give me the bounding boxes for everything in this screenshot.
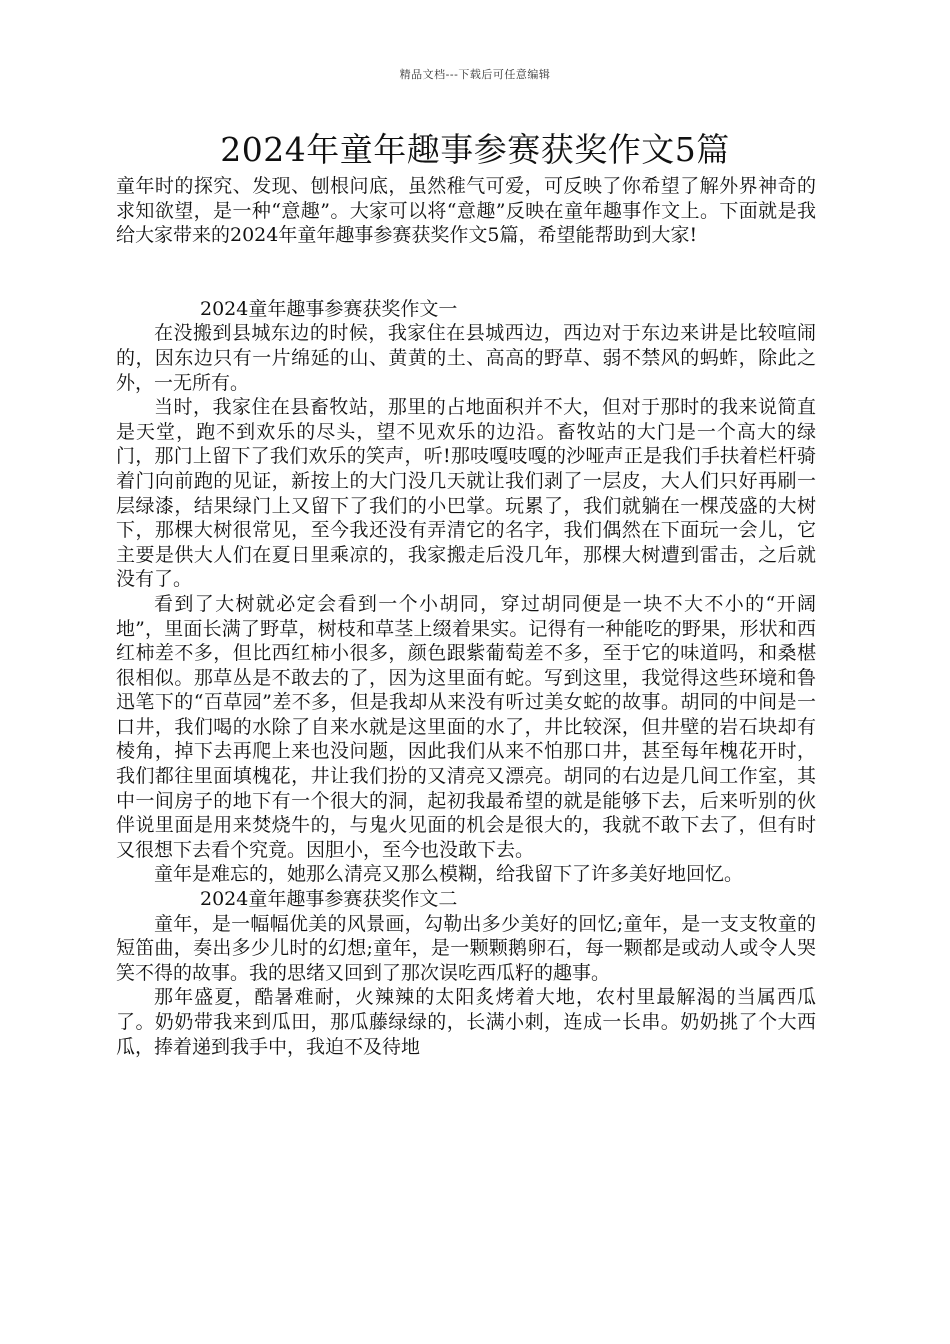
document-title: 2024年童年趣事参赛获奖作文5篇 [220, 130, 730, 169]
essay-2-paragraph-2: 那年盛夏，酷暑难耐，火辣辣的太阳炙烤着大地，农村里最解渴的当属西瓜了。奶奶带我来到瓜田，那瓜藤绿绿的，长满小刺，连成一长串。奶奶挑了个大西瓜，捧着递到我手中，我迫不及待地 [116, 986, 816, 1058]
essay-1-heading: 2024童年趣事参赛获奖作文一 [200, 297, 458, 320]
page-header: 精品文档---下载后可任意编辑 [399, 68, 551, 81]
intro-paragraph: 童年时的探究、发现、刨根问底，虽然稚气可爱，可反映了你希望了解外界神奇的求知欲望，是一种“意趣”。大家可以将“意趣”反映在童年趣事作文上。下面就是我给大家带来的2024年童年趣事参赛获奖作文5篇，希望能帮助到大家! [116, 175, 816, 247]
essay-2-paragraph-1: 童年，是一幅幅优美的风景画，勾勒出多少美好的回忆;童年，是一支支牧童的短笛曲，奏出多少儿时的幻想;童年，是一颗颗鹅卵石，每一颗都是或动人或令人哭笑不得的故事。我的思绪又回到了那次误吃西瓜籽的趣事。 [116, 912, 816, 984]
essay-1-paragraph-2: 当时，我家住在县畜牧站，那里的占地面积并不大，但对于那时的我来说简直是天堂，跑不到欢乐的尽头，望不见欢乐的边沿。畜牧站的大门是一个高大的绿门，那门上留下了我们欢乐的笑声，听!那吱嘎吱嘎的沙哑声正是我们手扶着栏杆骑着门向前跑的见证，新按上的大门没几天就让我们剥了一层皮，大人们只好再刷一层绿漆，结果绿门上又留下了我们的小巴掌。玩累了，我们就躺在一棵茂盛的大树下，那棵大树很常见，至今我还没有弄清它的名字，我们偶然在下面玩一会儿，它主要是供大人们在夏日里乘凉的，我家搬走后没几年，那棵大树遭到雷击，之后就没有了。 [116, 396, 816, 591]
section-spacer [116, 248, 816, 297]
essay-1-paragraph-1: 在没搬到县城东边的时候，我家住在县城西边，西边对于东边来讲是比较喧闹的，因东边只有一片绵延的山、黄黄的土、高高的野草、弱不禁风的蚂蚱，除此之外，一无所有。 [116, 322, 816, 394]
essay-1-paragraph-3: 看到了大树就必定会看到一个小胡同，穿过胡同便是一块不大不小的“开阔地”，里面长满了野草，树枝和草茎上缀着果实。记得有一种能吃的野果，形状和西红柿差不多，但比西红柿小很多，颜色跟紫葡萄差不多，至于它的味道吗，和桑椹很相似。那草丛是不敢去的了，因为这里面有蛇。写到这里，我觉得这些环境和鲁迅笔下的“百草园”差不多，但是我却从来没有听过美女蛇的故事。胡同的中间是一口井，我们喝的水除了自来水就是这里面的水了，井比较深，但井壁的岩石块却有棱角，掉下去再爬上来也没问题，因此我们从来不怕那口井，甚至每年槐花开时，我们都往里面填槐花，井让我们扮的又清亮又漂亮。胡同的右边是几间工作室，其中一间房子的地下有一个很大的洞，起初我最希望的就是能够下去，后来听别的伙伴说里面是用来焚烧牛的，与鬼火见面的机会是很大的，我就不敢下去了，但有时又很想下去看个究竟。因胆小，至今也没敢下去。 [116, 592, 816, 861]
document-body [116, 174, 816, 1059]
essay-1-paragraph-4: 童年是难忘的，她那么清亮又那么模糊，给我留下了许多美好地回忆。 [154, 863, 744, 886]
essay-2-heading: 2024童年趣事参赛获奖作文二 [200, 888, 458, 911]
